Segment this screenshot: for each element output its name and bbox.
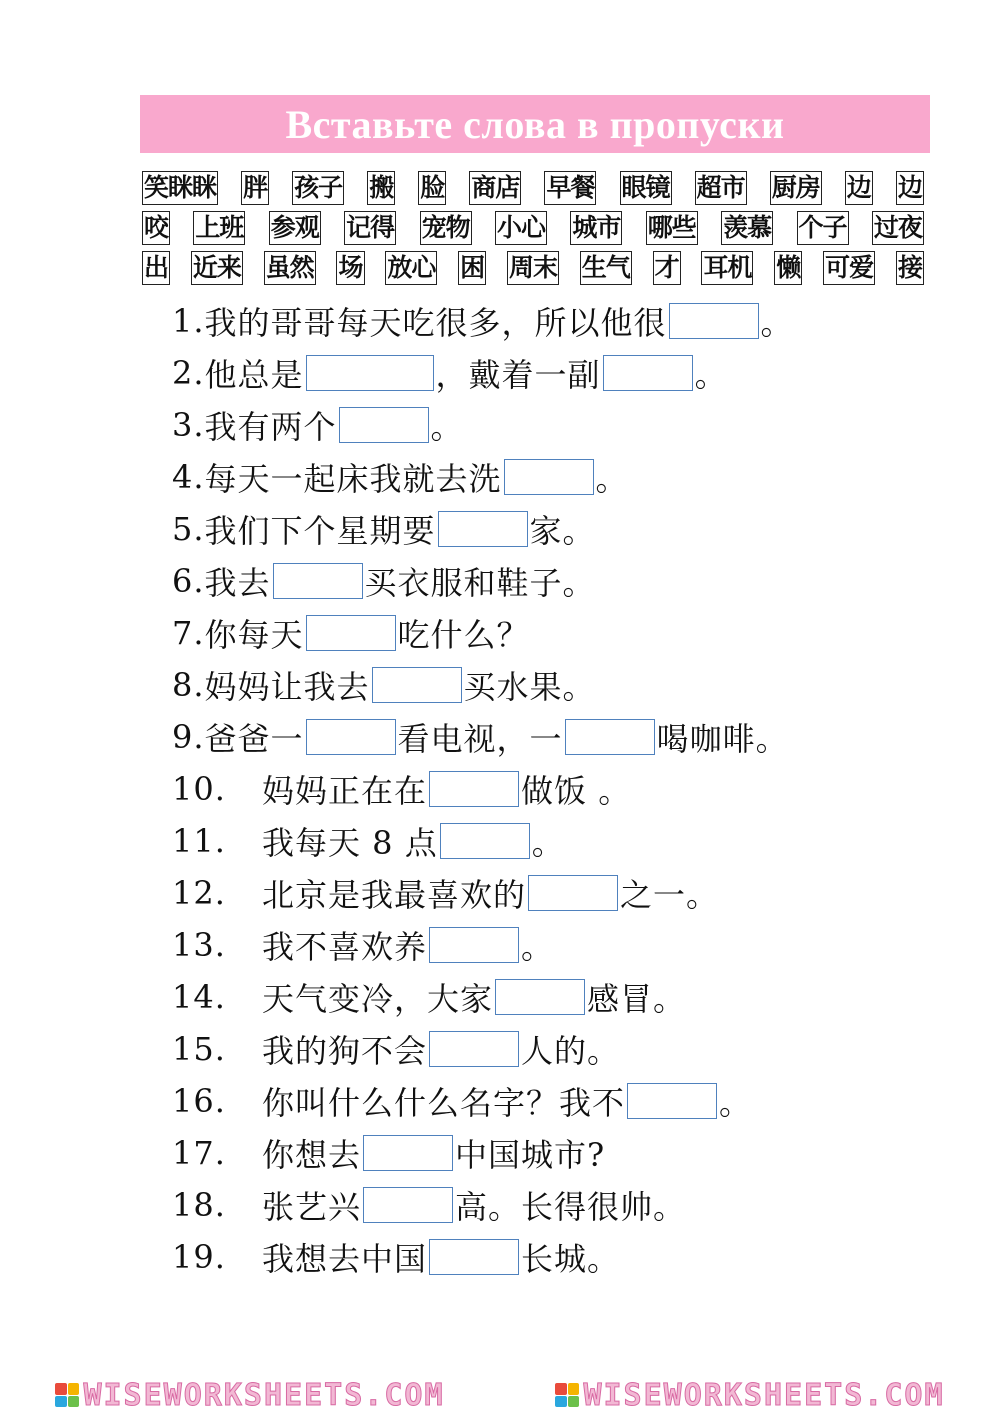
word-chip[interactable]: 接 (896, 251, 924, 285)
question-9 (172, 714, 789, 760)
answer-blank[interactable] (429, 927, 519, 963)
answer-blank[interactable] (528, 875, 618, 911)
question-text: 我们下个星期要 (204, 512, 436, 550)
question-number: 9. (172, 718, 205, 756)
answer-blank[interactable] (273, 563, 363, 599)
answer-blank[interactable] (603, 355, 693, 391)
question-text: 中国城市? (455, 1136, 606, 1174)
question-text: 他总是 (204, 356, 304, 394)
question-1 (172, 298, 794, 344)
question-text: 我有两个 (204, 408, 337, 446)
word-chip[interactable]: 近来 (191, 251, 243, 285)
question-19 (172, 1234, 620, 1280)
word-chip[interactable]: 放心 (385, 251, 437, 285)
question-number: 11. (172, 822, 226, 860)
question-18 (172, 1182, 686, 1228)
question-10 (172, 766, 631, 812)
question-text: 吃什么？ (397, 616, 530, 654)
word-bank-row-2 (142, 208, 924, 248)
question-15 (172, 1026, 620, 1072)
question-text: 买衣服和鞋子。 (364, 564, 596, 602)
word-chip[interactable]: 耳机 (701, 251, 753, 285)
question-text: 买水果。 (463, 668, 596, 706)
word-chip[interactable]: 城市 (570, 211, 622, 245)
question-text: 我每天 8 点 (262, 824, 438, 862)
word-chip[interactable]: 出 (142, 251, 170, 285)
question-number: 19. (172, 1238, 226, 1276)
word-chip[interactable]: 咬 (142, 211, 170, 245)
word-chip[interactable]: 孩子 (292, 171, 344, 205)
answer-blank[interactable] (306, 355, 434, 391)
question-4 (172, 454, 629, 500)
word-chip[interactable]: 过夜 (872, 211, 924, 245)
question-text: ，戴着一副 (435, 356, 601, 394)
question-number: 12. (172, 874, 226, 912)
word-chip[interactable]: 参观 (269, 211, 321, 245)
question-6 (172, 558, 596, 604)
answer-blank[interactable] (363, 1135, 453, 1171)
question-number: 10. (172, 770, 226, 808)
question-text: 我的哥哥每天吃很多，所以他很 (204, 304, 667, 342)
word-chip[interactable]: 困 (458, 251, 486, 285)
question-number: 6. (172, 562, 205, 600)
word-chip[interactable]: 哪些 (646, 211, 698, 245)
answer-blank[interactable] (306, 719, 396, 755)
word-chip[interactable]: 眼镜 (620, 171, 672, 205)
question-text: 你每天 (204, 616, 304, 654)
word-chip[interactable]: 胖 (241, 171, 269, 205)
question-text: 你想去 (262, 1136, 362, 1174)
answer-blank[interactable] (429, 771, 519, 807)
question-number: 7. (172, 614, 205, 652)
word-chip[interactable]: 脸 (418, 171, 446, 205)
word-chip[interactable]: 懒 (774, 251, 802, 285)
word-chip[interactable]: 生气 (580, 251, 632, 285)
question-11 (172, 818, 565, 864)
question-number: 15. (172, 1030, 226, 1068)
question-8 (172, 662, 596, 708)
question-text: 你叫什么什么名字？我不 (262, 1084, 626, 1122)
answer-blank[interactable] (339, 407, 429, 443)
question-number: 13. (172, 926, 226, 964)
question-text: 之一。 (620, 876, 720, 914)
question-number: 16. (172, 1082, 226, 1120)
question-text: 妈妈正在在 (262, 772, 428, 810)
question-text: 长城。 (521, 1240, 621, 1278)
word-chip[interactable]: 厨房 (770, 171, 822, 205)
question-text: 妈妈让我去 (204, 668, 370, 706)
question-number: 1. (172, 302, 205, 340)
word-chip[interactable]: 边 (896, 171, 924, 205)
question-text: 。 (760, 304, 794, 342)
watermark (55, 1378, 444, 1413)
question-text: 爸爸一 (204, 720, 304, 758)
watermark-text: WISEWORKSHEETS.COM (583, 1377, 945, 1413)
question-text: 。 (430, 408, 464, 446)
word-chip[interactable]: 周末 (507, 251, 559, 285)
question-text: 人的。 (521, 1032, 621, 1070)
word-chip[interactable]: 可爱 (823, 251, 875, 285)
answer-blank[interactable] (438, 511, 528, 547)
question-number: 8. (172, 666, 205, 704)
question-16 (172, 1078, 752, 1124)
question-number: 18. (172, 1186, 226, 1224)
word-chip[interactable]: 上班 (193, 211, 245, 245)
question-text: 。 (694, 356, 728, 394)
word-bank (142, 168, 924, 288)
question-2 (172, 350, 728, 396)
wiseworksheets-logo-icon (555, 1383, 579, 1407)
question-text: 家。 (529, 512, 596, 550)
word-chip[interactable]: 超市 (695, 171, 747, 205)
question-text: 我想去中国 (262, 1240, 428, 1278)
word-chip[interactable]: 搬 (367, 171, 395, 205)
question-3 (172, 402, 464, 448)
answer-blank[interactable] (306, 615, 396, 651)
word-chip[interactable]: 宠物 (420, 211, 472, 245)
question-text: 做饭 。 (521, 772, 632, 810)
question-text: 我不喜欢养 (262, 928, 428, 966)
answer-blank[interactable] (495, 979, 585, 1015)
worksheet-title: Вставьте слова в пропуски (140, 95, 930, 153)
question-number: 17. (172, 1134, 226, 1172)
question-text: 。 (595, 460, 629, 498)
question-text: 感冒。 (587, 980, 687, 1018)
question-text: 张艺兴 (262, 1188, 362, 1226)
watermark (555, 1378, 944, 1413)
answer-blank[interactable] (440, 823, 530, 859)
question-number: 5. (172, 510, 205, 548)
watermark-text: WISEWORKSHEETS.COM (83, 1377, 445, 1413)
question-number: 3. (172, 406, 205, 444)
question-7 (172, 610, 530, 656)
word-bank-row-3 (142, 248, 924, 288)
question-text: 。 (531, 824, 565, 862)
question-17 (172, 1130, 605, 1176)
question-text: 高。长得很帅。 (455, 1188, 687, 1226)
answer-blank[interactable] (565, 719, 655, 755)
question-text: 我的狗不会 (262, 1032, 428, 1070)
question-number: 14. (172, 978, 226, 1016)
question-text: 每天一起床我就去洗 (204, 460, 502, 498)
word-chip[interactable]: 早餐 (544, 171, 596, 205)
question-5 (172, 506, 596, 552)
question-text: 北京是我最喜欢的 (262, 876, 527, 914)
question-13 (172, 922, 554, 968)
word-chip[interactable]: 记得 (344, 211, 396, 245)
wiseworksheets-logo-icon (55, 1383, 79, 1407)
question-14 (172, 974, 686, 1020)
question-12 (172, 870, 719, 916)
word-chip[interactable]: 商店 (469, 171, 521, 205)
word-chip[interactable]: 边 (845, 171, 873, 205)
watermark-footer (0, 1378, 1000, 1412)
answer-blank[interactable] (363, 1187, 453, 1223)
word-chip[interactable]: 个子 (797, 211, 849, 245)
word-chip[interactable]: 场 (336, 251, 364, 285)
answer-blank[interactable] (372, 667, 462, 703)
question-text: 。 (521, 928, 555, 966)
question-number: 2. (172, 354, 205, 392)
answer-blank[interactable] (429, 1031, 519, 1067)
question-number: 4. (172, 458, 205, 496)
word-chip[interactable]: 虽然 (264, 251, 316, 285)
answer-blank[interactable] (669, 303, 759, 339)
word-chip[interactable]: 才 (653, 251, 681, 285)
question-text: 喝咖啡。 (656, 720, 789, 758)
word-chip[interactable]: 笑眯眯 (142, 171, 218, 205)
word-chip[interactable]: 小心 (495, 211, 547, 245)
answer-blank[interactable] (504, 459, 594, 495)
word-bank-row-1 (142, 168, 924, 208)
question-text: 天气变冷，大家 (262, 980, 494, 1018)
question-text: 我去 (204, 564, 271, 602)
answer-blank[interactable] (627, 1083, 717, 1119)
word-chip[interactable]: 羡慕 (721, 211, 773, 245)
answer-blank[interactable] (429, 1239, 519, 1275)
question-text: 。 (719, 1084, 753, 1122)
question-text: 看电视，一 (397, 720, 563, 758)
